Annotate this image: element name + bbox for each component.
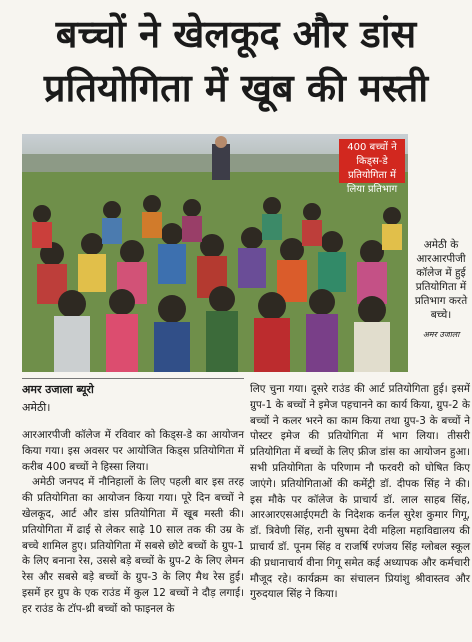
caption-text: अमेठी के आरआरपीजी कॉलेज में हुई प्रतियोगिता में प्रतिभाग करते बच्चे। [414,239,468,321]
byline-divider [22,378,244,379]
headline-line-1: बच्चों ने खेलकूद और डांस [55,11,417,56]
caption-credit: अमर उजाला [422,330,460,339]
byline: अमर उजाला ब्यूरो [22,383,94,396]
paragraph: अमेठी जनपद में नौनिहालों के लिए पहली बार इस तरह की प्रतियोगिता का आयोजन किया गया। पूरे दिन बच्चों ने खेलकूद, आर्ट और डांस प्रतियोगिता में खूब मस्ती की। प्रतियोगिता में ढाई से लेकर साढ़े 10 साल तक की उम्र के बच्चे शामिल हुए। प्रतियोगिता में सबसे छोटे बच्चों के ग्रुप-1 के लिए बनाना रेस, उससे बड़े बच्चों के ग्रुप-2 के लिए लेमन रेस और सबसे बड़े बच्चों के ग्रुप-3 के लिए मैथ रेस हुई। इसमें हर ग्रुप के एक राउंड में कुल 12 बच्चों ने दौड़ लगाई। हर राउंड के टॉप-थ्री बच्चों को फाइनल के [22,476,244,615]
photo-caption [412,238,470,342]
paragraph: आरआरपीजी कॉलेज में रविवार को किड्स-डे का आयोजन किया गया। इस अवसर पर आयोजित किड्स प्रतियोगिता में करीब 400 बच्चों ने हिस्सा लिया। [22,429,244,473]
article-column-1 [22,428,244,618]
article-column-2 [250,382,470,603]
headline-line-2: प्रतियोगिता में खूब की मस्ती [43,65,429,110]
photo-callout: 400 बच्चों ने किड्स-डे प्रतियोगिता में लिया प्रतिभाग [339,139,405,183]
dateline: अमेठी। [22,401,51,414]
headline [0,0,472,122]
paragraph: लिए चुना गया। दूसरे राउंड की आर्ट प्रतियोगिता हुई। इसमें ग्रुप-1 के बच्चों ने इमेज पहचानने का कार्य किया, ग्रुप-2 के बच्चों ने कलर भरने का काम किया तथा ग्रुप-3 के बच्चों ने पोस्टर इमेज की प्रतियोगिता में भाग लिया। तीसरी प्रतियोगिता में बच्चों के लिए फ्रीज डांस का आयोजन हुआ। सभी प्रतियोगिता के परिणाम नौ फरवरी को घोषित किए जाएंगे। प्रतियोगिताओं की कमेंट्री डॉ. दीपक सिंह ने की। इस मौके पर कॉलेज के प्राचार्य डॉ. लाल साहब सिंह, आरआरएसआईएमटी के निदेशक कर्नल सुरेश कुमार गिगू, डॉ. त्रिवेणी सिंह, रानी सुषमा देवी महिला महाविद्यालय की प्राचार्य डॉ. पूनम सिंह व राजर्षि रणंजय सिंह ग्लोबल स्कूल की प्रधानाचार्य वीना गिगू समेत कई अध्यापक और कर्मचारी मौजूद रहे। कार्यक्रम का संचालन प्रियांशु श्रीवास्तव और गुरुदयाल सिंह ने किया। [250,383,470,601]
